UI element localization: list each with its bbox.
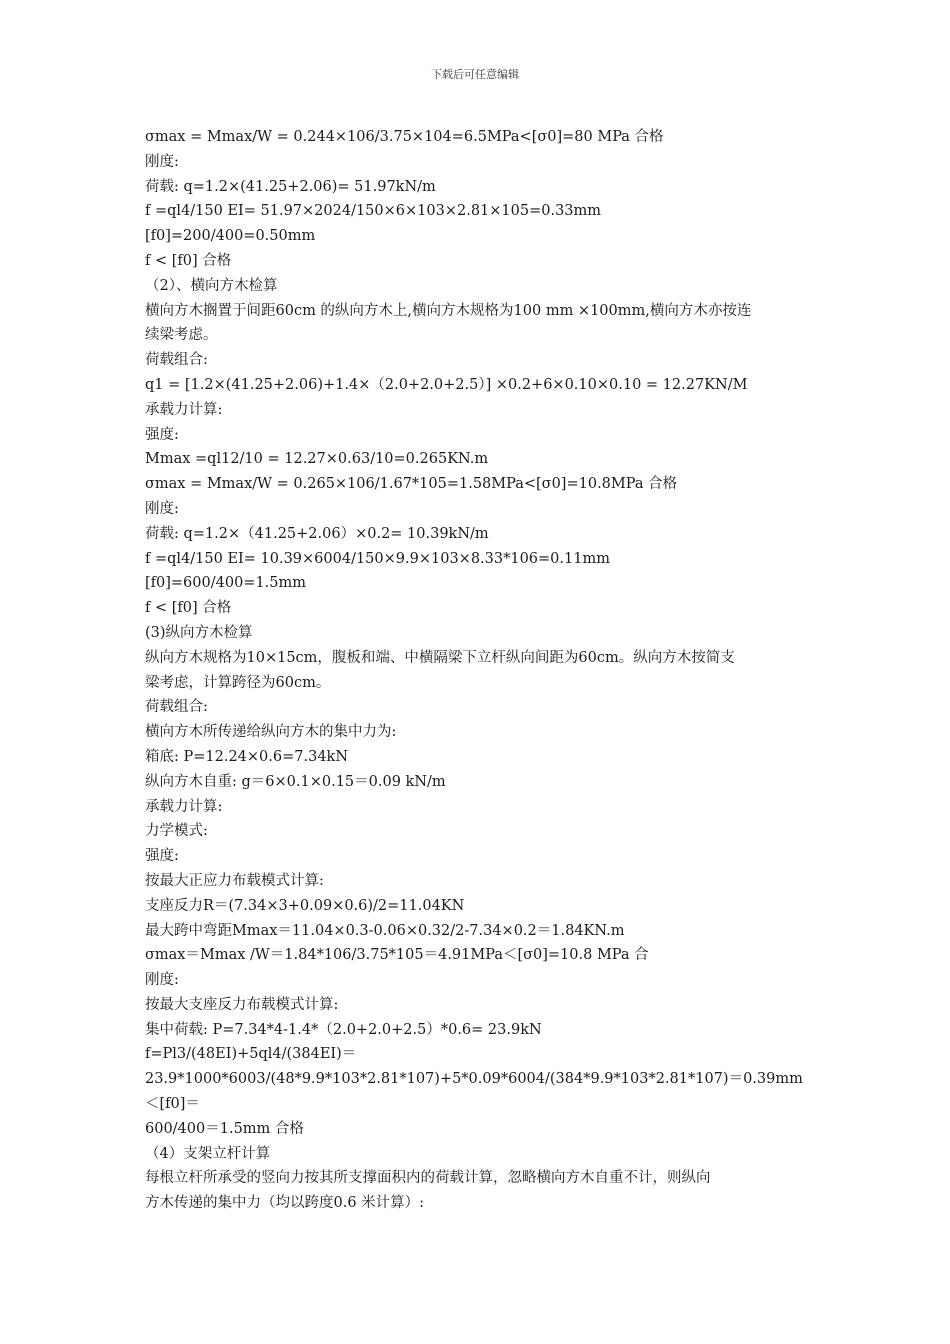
document-body — [145, 125, 815, 1216]
text-line: 箱底: P=12.24×0.6=7.34kN — [145, 748, 349, 765]
text-line: 承载力计算: — [145, 798, 223, 815]
text-line: （2）、横向方木检算 — [145, 277, 278, 294]
text-line: 梁考虑，计算跨径为60cm。 — [145, 674, 331, 691]
text-line: 按最大正应力布载模式计算: — [145, 872, 324, 889]
text-line: [f0]=200/400=0.50mm — [145, 228, 316, 245]
text-line: 荷载: q=1.2×（41.25+2.06）×0.2= 10.39kN/m — [145, 525, 489, 542]
text-line: 每根立杆所承受的竖向力按其所支撑面积内的荷载计算，忽略横向方木自重不计，则纵向 — [145, 1170, 711, 1187]
text-line: σmax = Mmax/W = 0.265×106/1.67*105=1.58MPa<[σ0]=10.8MPa 合格 — [145, 476, 678, 493]
text-line: 力学模式: — [145, 823, 208, 840]
text-line: f < [f0] 合格 — [145, 252, 232, 269]
text-line: f =ql4/150 EI= 10.39×6004/150×9.9×103×8.33*106=0.11mm — [145, 550, 610, 567]
text-line: （4）支架立杆计算 — [145, 1145, 271, 1162]
text-line: f < [f0] 合格 — [145, 600, 232, 617]
text-line: (3)纵向方木检算 — [145, 624, 253, 641]
text-line: 最大跨中弯距Mmax＝11.04×0.3-0.06×0.32/2-7.34×0.2＝1.84KN.m — [145, 922, 625, 939]
text-line: 方木传递的集中力（均以跨度0.6 米计算）: — [145, 1195, 425, 1212]
text-line: 荷载: q=1.2×(41.25+2.06)= 51.97kN/m — [145, 178, 436, 195]
text-line: 支座反力R＝(7.34×3+0.09×0.6)/2=11.04KN — [145, 897, 465, 914]
text-line: 23.9*1000*6003/(48*9.9*103*2.81*107)+5*0.09*6004/(384*9.9*103*2.81*107)＝0.39mm — [145, 1071, 803, 1088]
text-line: σmax = Mmax/W = 0.244×106/3.75×104=6.5MPa<[σ0]=80 MPa 合格 — [145, 129, 664, 145]
text-line: 纵向方木自重: g＝6×0.1×0.15＝0.09 kN/m — [145, 773, 446, 790]
text-line: 横向方木所传递给纵向方木的集中力为: — [145, 724, 397, 741]
text-line: 刚度: — [145, 153, 179, 170]
text-line: 刚度: — [145, 500, 179, 517]
text-line: 刚度: — [145, 972, 179, 989]
text-line: 600/400＝1.5mm 合格 — [145, 1120, 304, 1137]
text-line: 强度: — [145, 848, 179, 865]
page-header: 下载后可任意编辑 — [431, 68, 519, 81]
text-line: 纵向方木规格为10×15cm，腹板和端、中横隔梁下立杆纵向间距为60cm。纵向方木按简支 — [145, 649, 735, 666]
text-line: 续梁考虑。 — [145, 327, 218, 344]
text-line: 按最大支座反力布载模式计算: — [145, 996, 339, 1013]
text-line: 横向方木搁置于间距60cm 的纵向方木上,横向方木规格为100 mm ×100mm,横向方木亦按连 — [145, 302, 752, 319]
text-line: σmax＝Mmax /W＝1.84*106/3.75*105＝4.91MPa＜[σ0]=10.8 MPa 合 — [145, 947, 649, 964]
text-line: 集中荷载: P=7.34*4-1.4*（2.0+2.0+2.5）*0.6= 23.9kN — [145, 1021, 542, 1038]
text-line: ＜[f0]＝ — [145, 1096, 200, 1113]
text-line: Mmax =ql12/10 = 12.27×0.63/10=0.265KN.m — [145, 451, 489, 468]
text-line: 荷载组合: — [145, 699, 208, 716]
text-line: 强度: — [145, 426, 179, 443]
text-line: 荷载组合: — [145, 352, 208, 369]
text-line: [f0]=600/400=1.5mm — [145, 575, 307, 592]
text-line: f =ql4/150 EI= 51.97×2024/150×6×103×2.81×105=0.33mm — [145, 203, 602, 220]
text-line: f=Pl3/(48EI)+5ql4/(384EI)＝ — [145, 1046, 357, 1063]
text-line: q1 = [1.2×(41.25+2.06)+1.4×（2.0+2.0+2.5）] ×0.2+6×0.10×0.10 = 12.27KN/M — [145, 376, 748, 393]
text-line: 承载力计算: — [145, 401, 223, 418]
